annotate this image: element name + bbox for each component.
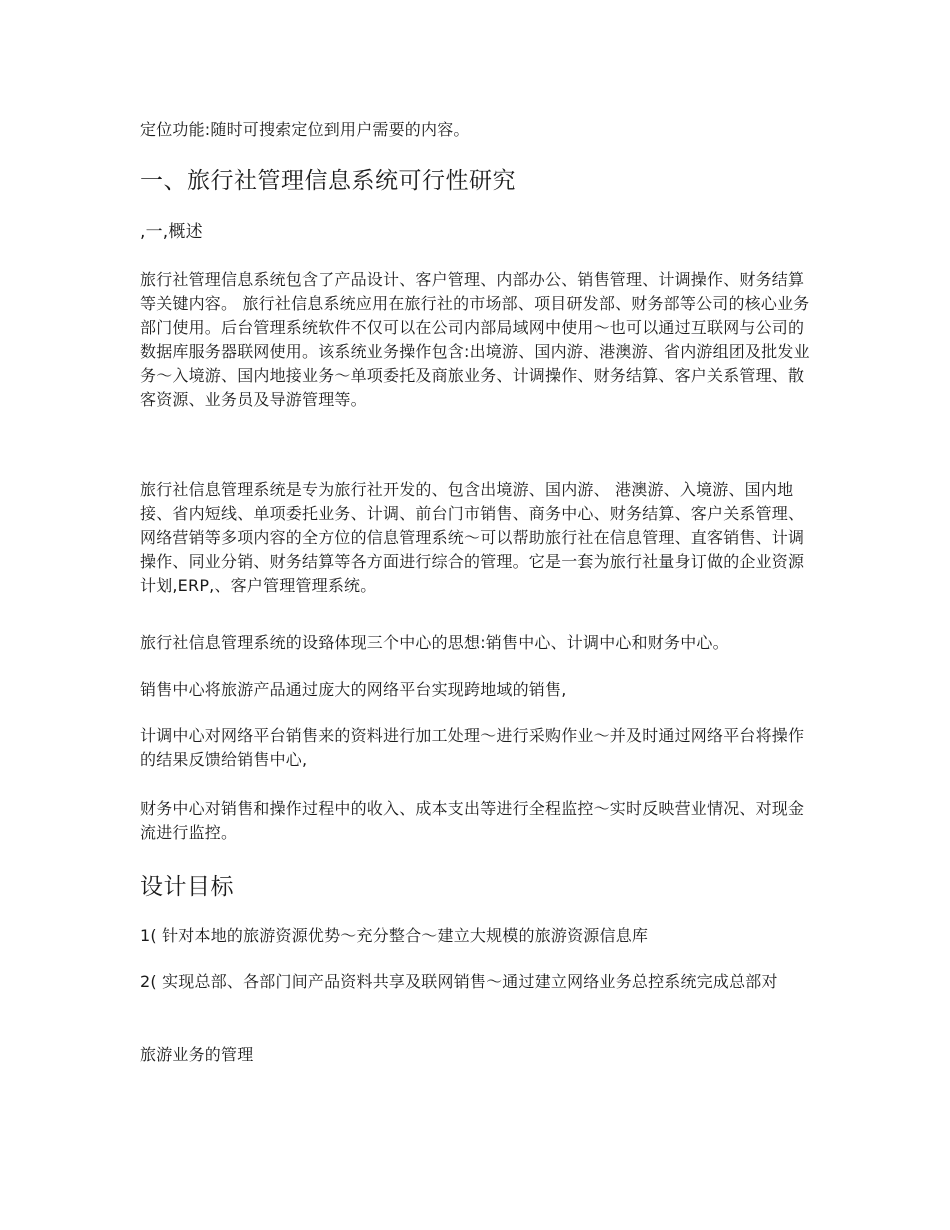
paragraph-1: 旅行社管理信息系统包含了产品设计、客户管理、内部办公、销售管理、计调操作、财务结算等关键内容。 旅行社信息系统应用在旅行社的市场部、项目研发部、财务部等公司的核心业务部门使用。后台管理系统软件不仅可以在公司内部局域网中使用～也可以通过互联网与公司的数据库服务器联网使用。该系统业务操作包含:出境游、国内游、港澳游、省内游组团及批发业务～入境游、国内地接业务～单项委托及商旅业务、计调操作、财务结算、客户关系管理、散客资源、业务员及导游管理等。 — [140, 270, 810, 409]
goal-item-2: 2( 实现总部、各部门间产品资料共享及联网销售～通过建立网络业务总控系统完成总部对 — [140, 972, 778, 991]
paragraph-4: 销售中心将旅游产品通过庞大的网络平台实现跨地域的销售, — [140, 680, 567, 699]
paragraph-3: 旅行社信息管理系统的设臵体现三个中心的思想:销售中心、计调中心和财务中心。 — [140, 633, 729, 652]
goals-heading: 设计目标 — [140, 874, 234, 900]
intro-paragraph: 定位功能:随时可搜索定位到用户需要的内容。 — [140, 120, 470, 139]
paragraph-2: 旅行社信息管理系统是专为旅行社开发的、包含出境游、国内游、 港澳游、入境游、国内地接、省内短线、单项委托业务、计调、前台门市销售、商务中心、财务结算、客户关系管理、网络营销等多项内容的全方位的信息管理系统～可以帮助旅行社在信息管理、直客销售、计调操作、同业分销、财务结算等各方面进行综合的管理。它是一套为旅行社量身订做的企业资源计划,ERP,、客户管理管理系统。 — [140, 480, 805, 595]
paragraph-5: 计调中心对网络平台销售来的资料进行加工处理～进行采购作业～并及时通过网络平台将操作的结果反馈给销售中心, — [140, 726, 805, 769]
paragraph-6: 财务中心对销售和操作过程中的收入、成本支出等进行全程监控～实时反映营业情况、对现金流进行监控。 — [140, 799, 805, 842]
goal-item-2-continued: 旅游业务的管理 — [140, 1045, 254, 1064]
main-heading: 一、旅行社管理信息系统可行性研究 — [140, 168, 516, 194]
goal-item-1: 1( 针对本地的旅游资源优势～充分整合～建立大规模的旅游资源信息库 — [140, 926, 649, 945]
overview-subheading: ,一,概述 — [140, 222, 203, 242]
